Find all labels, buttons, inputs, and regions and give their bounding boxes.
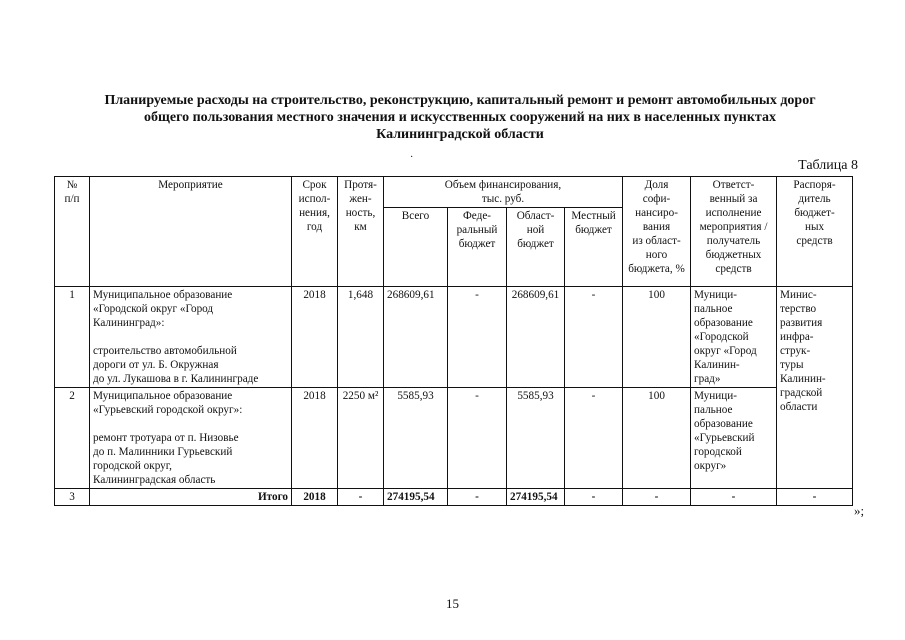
cell-length: - (338, 489, 384, 506)
header-federal: Феде- ральный бюджет (448, 208, 507, 287)
cell-num: 3 (55, 489, 90, 506)
cell-manager: - (777, 489, 853, 506)
cell-regional: 274195,54 (507, 489, 565, 506)
cell-num: 2 (55, 388, 90, 489)
cell-length: 2250 м² (338, 388, 384, 489)
stray-dot: · (410, 152, 414, 163)
header-responsible: Ответст- венный за исполнение мероприятия / получатель бюджетных средств (691, 177, 777, 287)
cell-total: 274195,54 (384, 489, 448, 506)
header-num: № п/п (55, 177, 90, 287)
header-regional: Област- ной бюджет (507, 208, 565, 287)
cell-total-label: Итого (90, 489, 292, 506)
cell-responsible: Муници- пальное образование «Городской округ «Город Калинин- град» (691, 287, 777, 388)
cell-local: - (565, 489, 623, 506)
cell-term: 2018 (292, 489, 338, 506)
cell-num: 1 (55, 287, 90, 388)
cell-federal: - (448, 489, 507, 506)
cell-term: 2018 (292, 287, 338, 388)
cell-total: 5585,93 (384, 388, 448, 489)
cell-share: 100 (623, 287, 691, 388)
header-term: Срок испол- нения, год (292, 177, 338, 287)
header-row-1 (55, 177, 853, 208)
header-total: Всего (384, 208, 448, 287)
cell-manager: Минис- терство развития инфра- струк- туры Калинин- градской области (777, 287, 853, 489)
cell-total: 268609,61 (384, 287, 448, 388)
table-row (55, 287, 853, 388)
header-local: Местный бюджет (565, 208, 623, 287)
total-row (55, 489, 853, 506)
cell-federal: - (448, 388, 507, 489)
header-length: Протя- жен- ность, км (338, 177, 384, 287)
cell-responsible: - (691, 489, 777, 506)
header-funding: Объем финансирования, тыс. руб. (384, 177, 623, 208)
table-row (55, 388, 853, 489)
header-share: Доля софи- нансиро- вания из област- ного бюджета, % (623, 177, 691, 287)
title-line-2: общего пользования местного значения и искусственных сооружений на них в населенных пунктах (144, 110, 776, 125)
cell-local: - (565, 388, 623, 489)
cell-event: Муниципальное образование «Городской округ «Город Калининград»: строительство автомобильной дороги от ул. Б. Окружная до ул. Лукашова в г. Калининграде (90, 287, 292, 388)
title-line-1: Планируемые расходы на строительство, реконструкцию, капитальный ремонт и ремонт автомобильных дорог (104, 93, 816, 108)
expenses-table (54, 176, 853, 506)
cell-regional: 5585,93 (507, 388, 565, 489)
cell-local: - (565, 287, 623, 388)
cell-event: Муниципальное образование «Гурьевский городской округ»: ремонт тротуара от п. Низовье до п. Малинники Гурьевский городской округ, Калининградская область (90, 388, 292, 489)
header-manager: Распоря- дитель бюджет- ных средств (777, 177, 853, 287)
table-label: Таблица 8 (798, 158, 858, 173)
cell-term: 2018 (292, 388, 338, 489)
header-event: Мероприятие (90, 177, 292, 287)
closing-quote: »; (854, 503, 865, 518)
cell-length: 1,648 (338, 287, 384, 388)
cell-responsible: Муници- пальное образование «Гурьевский городской округ» (691, 388, 777, 489)
cell-share: 100 (623, 388, 691, 489)
cell-share: - (623, 489, 691, 506)
title-line-3: Калининградской области (376, 127, 544, 142)
page-number: 15 (446, 596, 459, 611)
cell-federal: - (448, 287, 507, 388)
cell-regional: 268609,61 (507, 287, 565, 388)
document-title (60, 92, 860, 143)
